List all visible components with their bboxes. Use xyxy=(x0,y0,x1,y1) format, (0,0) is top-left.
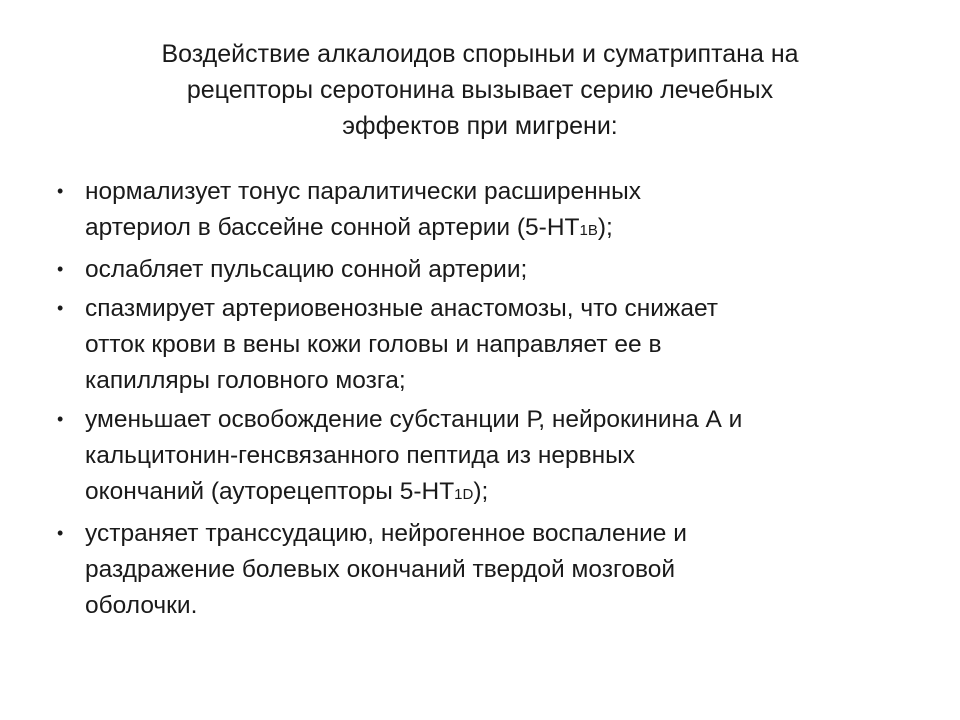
list-item xyxy=(55,252,915,288)
item-line-tail: ); xyxy=(597,214,613,241)
bullet-icon: • xyxy=(57,298,64,318)
item-line-text: артериол в бассейне сонной артерии (5-НТ xyxy=(85,214,580,241)
item-line: устраняет транссудацию, нейрогенное воспаление и xyxy=(85,520,687,547)
list-item xyxy=(55,402,915,513)
slide-title xyxy=(80,36,880,144)
bullet-icon: • xyxy=(57,259,64,279)
receptor-subtype: 1B xyxy=(579,222,598,239)
receptor-subtype: 1D xyxy=(454,486,474,503)
bullet-icon: • xyxy=(57,181,64,201)
title-line: Воздействие алкалоидов спорыньи и суматриптана на xyxy=(161,40,799,68)
item-line: раздражение болевых окончаний твердой мозговой xyxy=(85,556,676,583)
item-line: ослабляет пульсацию сонной артерии; xyxy=(85,256,528,283)
title-line: рецепторы серотонина вызывает серию лечебных xyxy=(186,76,774,104)
bullet-icon: • xyxy=(57,523,64,543)
item-line: спазмирует артериовенозные анастомозы, что снижает xyxy=(85,295,718,322)
item-line: уменьшает освобождение субстанции Р, нейрокинина А и xyxy=(85,406,743,433)
item-line xyxy=(85,210,915,249)
item-line: кальцитонин-генсвязанного пептида из нервных xyxy=(85,442,636,469)
title-line: эффектов при мигрени: xyxy=(342,112,618,140)
item-line: отток крови в вены кожи головы и направляет ее в xyxy=(85,331,662,358)
effects-list xyxy=(55,174,915,627)
bullet-icon: • xyxy=(57,409,64,429)
item-line-text: окончаний (ауторецепторы 5-НТ xyxy=(85,478,455,505)
item-line: капилляры головного мозга; xyxy=(85,367,406,394)
item-line: нормализует тонус паралитически расширенных xyxy=(85,178,642,205)
list-item xyxy=(55,516,915,624)
item-line xyxy=(85,474,915,513)
item-line-tail: ); xyxy=(473,478,489,505)
list-item xyxy=(55,174,915,249)
list-item xyxy=(55,291,915,399)
item-line: оболочки. xyxy=(85,592,198,619)
